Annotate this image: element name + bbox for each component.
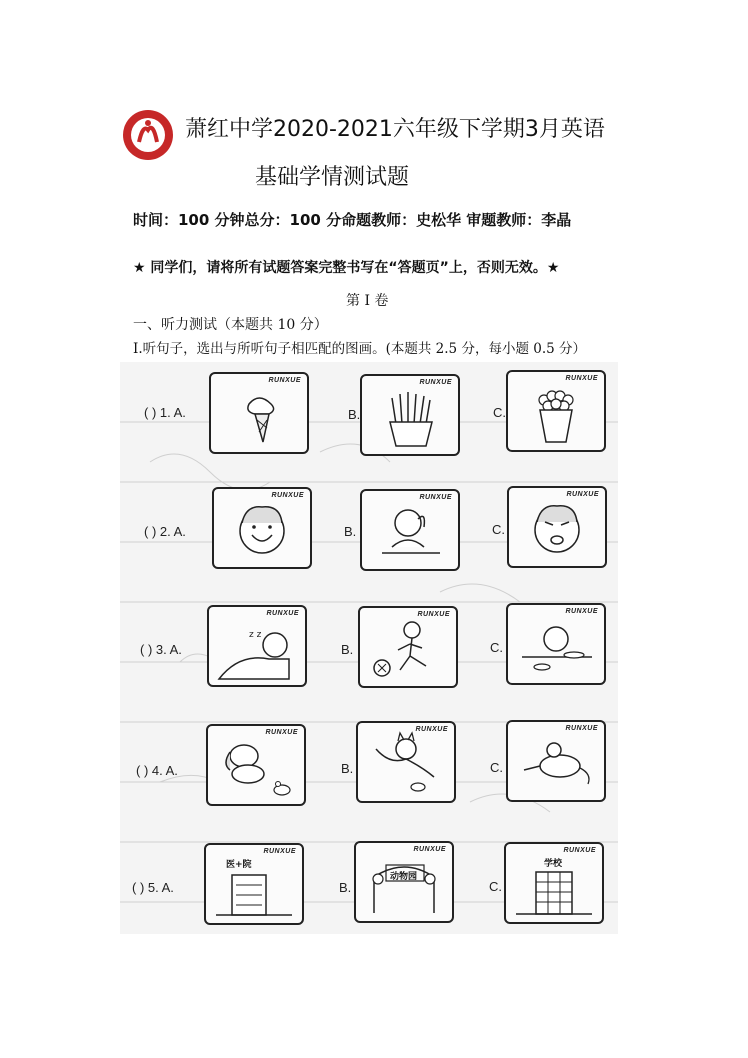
q4-option-b-label: B. bbox=[341, 761, 354, 776]
q3-option-c-card[interactable] bbox=[506, 603, 606, 685]
brand-label: RUNXUE bbox=[415, 726, 448, 733]
q5-option-a-card[interactable] bbox=[204, 843, 304, 925]
brand-label: RUNXUE bbox=[417, 611, 450, 618]
dog-and-mouse-icon bbox=[208, 726, 304, 804]
boy-eating-icon bbox=[508, 605, 604, 683]
title-line-1: 萧红中学2020-2021六年级下学期3月英语 bbox=[185, 117, 605, 142]
answer-notice: ★ 同学们，请将所有试题答案完整书写在“答题页”上，否则无效。★ bbox=[133, 260, 560, 276]
school-logo bbox=[121, 108, 175, 162]
brand-label: RUNXUE bbox=[263, 848, 296, 855]
angry-face-icon bbox=[509, 488, 605, 566]
q2-option-c-label: C. bbox=[492, 522, 505, 537]
q1-option-a-card[interactable] bbox=[209, 372, 309, 454]
brand-label: RUNXUE bbox=[565, 725, 598, 732]
q3-option-c-label: C. bbox=[490, 640, 503, 655]
school-icon bbox=[506, 844, 602, 922]
question-3-label: ( ) 3. A. bbox=[140, 642, 182, 657]
question-1-label: ( ) 1. A. bbox=[144, 405, 186, 420]
exam-meta: 时间：100 分钟总分：100 分命题教师：史松华 审题教师：李晶 bbox=[133, 211, 572, 229]
mouse-icon bbox=[508, 722, 604, 800]
cat-and-mouse-icon bbox=[358, 723, 454, 801]
brand-label: RUNXUE bbox=[566, 491, 599, 498]
title-line-2: 基础学情测试题 bbox=[255, 165, 410, 190]
brand-label: RUNXUE bbox=[413, 846, 446, 853]
school-sign: 学校 bbox=[544, 859, 563, 869]
q2-option-c-card[interactable] bbox=[507, 486, 607, 568]
brand-label: RUNXUE bbox=[265, 729, 298, 736]
q2-option-b-card[interactable] bbox=[360, 489, 460, 571]
happy-face-icon bbox=[214, 489, 310, 567]
brand-label: RUNXUE bbox=[271, 492, 304, 499]
q5-option-b-card[interactable] bbox=[354, 841, 454, 923]
listening-sheet bbox=[120, 362, 618, 934]
question-2-label: ( ) 2. A. bbox=[144, 524, 186, 539]
q2-option-b-label: B. bbox=[344, 524, 357, 539]
q3-option-a-card[interactable] bbox=[207, 605, 307, 687]
q1-option-b-label: B. bbox=[348, 407, 361, 422]
boy-kicking-ball-icon bbox=[360, 608, 456, 686]
svg-text:z z: z z bbox=[249, 630, 262, 640]
thinking-student-icon bbox=[362, 491, 458, 569]
hospital-icon bbox=[206, 845, 302, 923]
ice-cream-cone-icon bbox=[211, 374, 307, 452]
brand-label: RUNXUE bbox=[565, 608, 598, 615]
q4-option-c-label: C. bbox=[490, 760, 503, 775]
zoo-sign: 动物园 bbox=[390, 872, 418, 882]
brand-label: RUNXUE bbox=[268, 377, 301, 384]
brand-label: RUNXUE bbox=[419, 494, 452, 501]
q5-option-b-label: B. bbox=[339, 880, 352, 895]
q5-option-c-card[interactable] bbox=[504, 842, 604, 924]
q3-option-b-label: B. bbox=[341, 642, 354, 657]
q1-option-c-card[interactable] bbox=[506, 370, 606, 452]
brand-label: RUNXUE bbox=[563, 847, 596, 854]
q4-option-b-card[interactable] bbox=[356, 721, 456, 803]
sleeping-person-icon bbox=[209, 607, 305, 685]
popcorn-icon bbox=[508, 372, 604, 450]
question-5-label: ( ) 5. A. bbox=[132, 880, 174, 895]
q3-option-b-card[interactable] bbox=[358, 606, 458, 688]
volume-label: 第 I 卷 bbox=[346, 293, 389, 309]
q5-option-c-label: C. bbox=[489, 879, 502, 894]
section-heading: 一、听力测试（本题共 10 分） bbox=[133, 317, 328, 333]
brand-label: RUNXUE bbox=[266, 610, 299, 617]
brand-label: RUNXUE bbox=[565, 375, 598, 382]
q4-option-c-card[interactable] bbox=[506, 720, 606, 802]
brand-label: RUNXUE bbox=[419, 379, 452, 386]
hospital-sign: 医+院 bbox=[226, 860, 252, 870]
zoo-icon bbox=[356, 843, 452, 921]
q4-option-a-card[interactable] bbox=[206, 724, 306, 806]
q1-option-c-label: C. bbox=[493, 405, 506, 420]
q2-option-a-card[interactable] bbox=[212, 487, 312, 569]
question-4-label: ( ) 4. A. bbox=[136, 763, 178, 778]
q1-option-b-card[interactable] bbox=[360, 374, 460, 456]
instruction-text: I.听句子，选出与所听句子相匹配的图画。(本题共 2.5 分，每小题 0.5 分） bbox=[133, 341, 586, 357]
french-fries-icon bbox=[362, 376, 458, 454]
